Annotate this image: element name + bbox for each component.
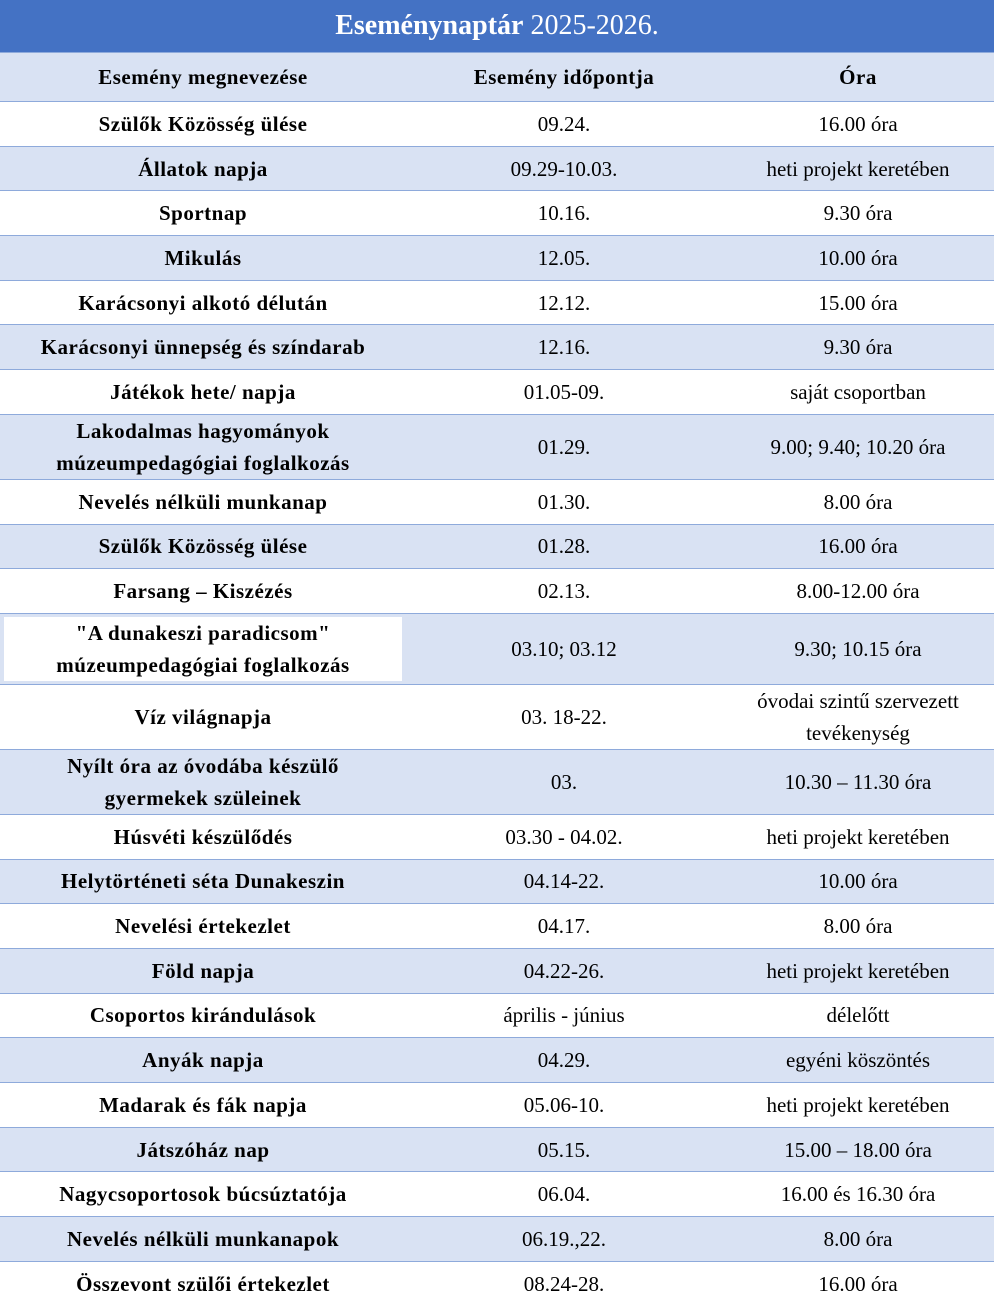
event-date-cell bbox=[406, 325, 722, 370]
event-date-cell bbox=[406, 1261, 722, 1306]
event-time-cell bbox=[722, 814, 994, 859]
event-date-line: 09.29-10.03. bbox=[510, 156, 618, 181]
event-time-cell bbox=[722, 102, 994, 147]
event-date-cell bbox=[406, 191, 722, 236]
event-name-cell bbox=[0, 993, 406, 1038]
event-name-cell bbox=[0, 146, 406, 191]
table-row bbox=[0, 948, 994, 993]
event-name-cell bbox=[0, 684, 406, 749]
event-date-cell bbox=[406, 613, 722, 684]
event-date-line: 04.14-22. bbox=[523, 869, 605, 894]
event-date-cell bbox=[406, 1083, 722, 1128]
event-time-line: 8.00 óra bbox=[823, 1226, 893, 1251]
event-date-line: 03. 18-22. bbox=[521, 704, 607, 729]
event-date-cell bbox=[406, 859, 722, 904]
event-time-cell bbox=[722, 280, 994, 325]
event-name-line: Állatok napja bbox=[138, 156, 268, 181]
event-name-cell bbox=[0, 904, 406, 949]
event-date-cell bbox=[406, 370, 722, 415]
event-date-cell bbox=[406, 479, 722, 524]
event-date-line: 12.16. bbox=[537, 335, 591, 360]
event-date-line: 08.24-28. bbox=[523, 1271, 605, 1296]
event-name-line: múzeumpedagógiai foglalkozás bbox=[56, 450, 350, 475]
event-time-line: 9.30 óra bbox=[823, 335, 893, 360]
event-date-cell bbox=[406, 569, 722, 614]
event-date-line: 12.12. bbox=[537, 290, 591, 315]
event-date-line: 01.29. bbox=[537, 434, 591, 459]
column-header-name: Esemény megnevezése bbox=[0, 53, 406, 102]
event-time-line: 8.00 óra bbox=[823, 489, 893, 514]
event-date-cell bbox=[406, 1127, 722, 1172]
event-time-cell bbox=[722, 613, 994, 684]
event-time-cell bbox=[722, 749, 994, 814]
event-name-line: Nevelés nélküli munkanap bbox=[78, 489, 328, 514]
event-date-line: 02.13. bbox=[537, 579, 591, 604]
event-name-cell bbox=[0, 370, 406, 415]
event-time-cell bbox=[722, 569, 994, 614]
event-name-cell bbox=[0, 524, 406, 569]
event-time-line: 16.00 óra bbox=[818, 111, 898, 136]
table-row bbox=[0, 102, 994, 147]
table-row bbox=[0, 814, 994, 859]
event-name-cell bbox=[0, 191, 406, 236]
event-time-cell bbox=[722, 191, 994, 236]
event-date-cell bbox=[406, 1038, 722, 1083]
event-date-line: 01.28. bbox=[537, 534, 591, 559]
table-row bbox=[0, 684, 994, 749]
event-time-cell bbox=[722, 1083, 994, 1128]
event-date-line: 03.30 - 04.02. bbox=[505, 824, 623, 849]
event-name-line: Farsang – Kiszézés bbox=[113, 579, 293, 604]
event-time-cell bbox=[722, 948, 994, 993]
event-name-line: Húsvéti készülődés bbox=[113, 824, 293, 849]
event-time-line: 10.00 óra bbox=[818, 869, 898, 894]
event-name-line: Játékok hete/ napja bbox=[110, 379, 296, 404]
table-row bbox=[0, 524, 994, 569]
event-name-cell bbox=[0, 1127, 406, 1172]
event-time-cell bbox=[722, 146, 994, 191]
event-time-line: 15.00 – 18.00 óra bbox=[784, 1137, 932, 1162]
event-date-line: április - június bbox=[503, 1003, 625, 1028]
event-date-cell bbox=[406, 236, 722, 281]
event-date-line: 10.16. bbox=[537, 201, 591, 226]
event-time-cell bbox=[722, 684, 994, 749]
event-name-cell bbox=[0, 859, 406, 904]
event-date-cell bbox=[406, 1217, 722, 1262]
event-name-line: gyermekek szüleinek bbox=[104, 785, 302, 810]
event-date-line: 04.17. bbox=[537, 914, 591, 939]
event-date-cell bbox=[406, 948, 722, 993]
title-year: 2025-2026. bbox=[523, 10, 659, 41]
table-row bbox=[0, 191, 994, 236]
event-date-line: 04.29. bbox=[537, 1048, 591, 1073]
event-name-cell bbox=[0, 102, 406, 147]
event-name-line: Játszóház nap bbox=[136, 1137, 270, 1162]
event-name-line: Anyák napja bbox=[142, 1048, 264, 1073]
event-name-cell bbox=[0, 1172, 406, 1217]
event-name-line: Madarak és fák napja bbox=[99, 1092, 307, 1117]
table-row bbox=[0, 479, 994, 524]
table-row bbox=[0, 1038, 994, 1083]
event-time-line: 16.00 és 16.30 óra bbox=[780, 1182, 936, 1207]
event-date-line: 05.15. bbox=[537, 1137, 591, 1162]
column-header-time: Óra bbox=[722, 53, 994, 102]
event-time-line: 10.00 óra bbox=[818, 245, 898, 270]
event-time-line: 16.00 óra bbox=[818, 534, 898, 559]
event-time-line: egyéni köszöntés bbox=[785, 1048, 931, 1073]
table-row bbox=[0, 569, 994, 614]
event-date-line: 04.22-26. bbox=[523, 958, 605, 983]
event-name-line: Víz világnapja bbox=[134, 704, 272, 729]
event-time-line: 9.30 óra bbox=[823, 201, 893, 226]
event-time-cell bbox=[722, 325, 994, 370]
event-time-cell bbox=[722, 993, 994, 1038]
table-row bbox=[0, 146, 994, 191]
event-name-cell bbox=[0, 569, 406, 614]
event-name-line: múzeumpedagógiai foglalkozás bbox=[4, 649, 402, 681]
event-name-cell bbox=[0, 948, 406, 993]
event-time-line: délelőtt bbox=[826, 1003, 890, 1028]
event-time-line: 8.00-12.00 óra bbox=[796, 579, 920, 604]
event-date-cell bbox=[406, 684, 722, 749]
event-time-line: 15.00 óra bbox=[818, 290, 898, 315]
event-date-cell bbox=[406, 102, 722, 147]
event-name-line: Szülők Közösség ülése bbox=[98, 111, 308, 136]
event-time-line: 8.00 óra bbox=[823, 914, 893, 939]
events-table bbox=[0, 52, 994, 1306]
event-time-line: heti projekt keretében bbox=[766, 1092, 950, 1117]
event-name-line: Karácsonyi ünnepség és színdarab bbox=[40, 335, 366, 360]
event-date-cell bbox=[406, 146, 722, 191]
event-time-line: heti projekt keretében bbox=[766, 156, 950, 181]
event-name-cell bbox=[0, 1083, 406, 1128]
event-name-cell bbox=[0, 325, 406, 370]
table-row bbox=[0, 280, 994, 325]
page-title bbox=[0, 0, 994, 52]
event-date-cell bbox=[406, 524, 722, 569]
table-row bbox=[0, 370, 994, 415]
table-row bbox=[0, 414, 994, 479]
event-date-cell bbox=[406, 814, 722, 859]
event-date-cell bbox=[406, 1172, 722, 1217]
event-time-line: 10.30 – 11.30 óra bbox=[784, 769, 932, 794]
table-row bbox=[0, 749, 994, 814]
event-date-line: 09.24. bbox=[537, 111, 591, 136]
event-name-line: Mikulás bbox=[164, 245, 242, 270]
event-date-cell bbox=[406, 414, 722, 479]
event-time-cell bbox=[722, 1038, 994, 1083]
event-name-cell bbox=[0, 613, 406, 684]
event-name-line: Nyílt óra az óvodába készülő bbox=[67, 753, 339, 778]
title-bold: Eseménynaptár bbox=[335, 10, 524, 41]
event-time-cell bbox=[722, 414, 994, 479]
event-time-cell bbox=[722, 904, 994, 949]
event-name-line: "A dunakeszi paradicsom" bbox=[4, 617, 402, 649]
event-time-cell bbox=[722, 236, 994, 281]
table-row bbox=[0, 1083, 994, 1128]
event-time-cell bbox=[722, 1172, 994, 1217]
event-date-cell bbox=[406, 749, 722, 814]
event-name-line: Nevelési értekezlet bbox=[115, 914, 291, 939]
event-time-line: 9.00; 9.40; 10.20 óra bbox=[770, 434, 946, 459]
event-date-line: 12.05. bbox=[537, 245, 591, 270]
event-time-cell bbox=[722, 370, 994, 415]
event-time-line: 9.30; 10.15 óra bbox=[794, 636, 922, 661]
event-time-line: heti projekt keretében bbox=[766, 958, 950, 983]
event-date-line: 06.19.,22. bbox=[522, 1226, 606, 1251]
event-date-line: 06.04. bbox=[537, 1182, 591, 1207]
column-header-date: Esemény időpontja bbox=[406, 53, 722, 102]
table-row bbox=[0, 1261, 994, 1306]
event-name-cell bbox=[0, 1261, 406, 1306]
event-name-cell bbox=[0, 414, 406, 479]
event-name-line: Szülők Közösség ülése bbox=[98, 534, 308, 559]
event-name-line: Csoportos kirándulások bbox=[89, 1003, 317, 1028]
event-time-cell bbox=[722, 1261, 994, 1306]
event-name-cell bbox=[0, 814, 406, 859]
event-time-line: óvodai szintű szervezett bbox=[757, 688, 959, 713]
event-time-cell bbox=[722, 479, 994, 524]
event-name-line: Összevont szülői értekezlet bbox=[76, 1271, 330, 1296]
event-time-cell bbox=[722, 859, 994, 904]
table-row bbox=[0, 993, 994, 1038]
table-row bbox=[0, 613, 994, 684]
event-date-cell bbox=[406, 280, 722, 325]
event-name-line: Helytörténeti séta Dunakeszin bbox=[61, 869, 345, 894]
table-row bbox=[0, 904, 994, 949]
table-row bbox=[0, 1217, 994, 1262]
event-name-line: Nagycsoportosok búcsúztatója bbox=[59, 1182, 347, 1207]
event-name-cell bbox=[0, 280, 406, 325]
event-name-line: Nevelés nélküli munkanapok bbox=[66, 1226, 340, 1251]
event-name-line: Föld napja bbox=[151, 958, 255, 983]
event-name-line: Lakodalmas hagyományok bbox=[76, 418, 330, 443]
event-name-cell bbox=[0, 479, 406, 524]
table-header-row bbox=[0, 53, 994, 102]
event-time-line: 16.00 óra bbox=[818, 1271, 898, 1296]
event-time-cell bbox=[722, 1127, 994, 1172]
event-name-line: Karácsonyi alkotó délután bbox=[78, 290, 328, 315]
event-time-line: heti projekt keretében bbox=[766, 824, 950, 849]
event-date-line: 01.30. bbox=[537, 489, 591, 514]
table-row bbox=[0, 859, 994, 904]
event-date-cell bbox=[406, 904, 722, 949]
table-row bbox=[0, 325, 994, 370]
event-time-cell bbox=[722, 1217, 994, 1262]
table-row bbox=[0, 1172, 994, 1217]
table-row bbox=[0, 236, 994, 281]
event-time-line: tevékenység bbox=[806, 720, 910, 745]
event-date-line: 01.05-09. bbox=[523, 379, 605, 404]
table-row bbox=[0, 1127, 994, 1172]
event-date-cell bbox=[406, 993, 722, 1038]
event-name-cell bbox=[0, 1038, 406, 1083]
event-date-line: 03. bbox=[550, 769, 578, 794]
event-date-line: 03.10; 03.12 bbox=[511, 636, 617, 661]
event-name-cell bbox=[0, 236, 406, 281]
event-time-line: saját csoportban bbox=[790, 379, 926, 404]
event-name-cell bbox=[0, 749, 406, 814]
event-date-line: 05.06-10. bbox=[523, 1092, 605, 1117]
event-name-line: Sportnap bbox=[158, 201, 248, 226]
event-time-cell bbox=[722, 524, 994, 569]
event-name-cell bbox=[0, 1217, 406, 1262]
